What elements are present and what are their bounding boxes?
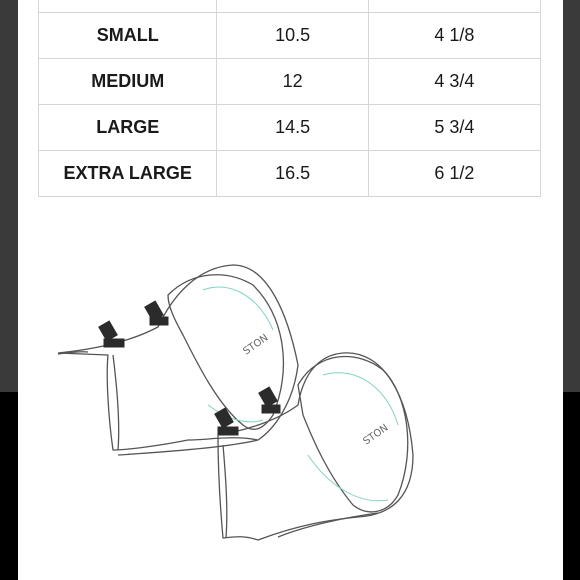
sole-brand-text: STON	[241, 332, 271, 358]
table-cell	[39, 0, 217, 13]
measurement-cell: 14.5	[217, 105, 368, 151]
table-row	[39, 59, 541, 105]
size-chart-table	[38, 0, 541, 197]
left-dark-panel	[0, 0, 18, 392]
back-bootie	[58, 265, 298, 455]
back-clip-right	[145, 301, 168, 325]
table-cell	[368, 0, 540, 13]
front-clip-right	[259, 387, 280, 413]
size-name-cell: SMALL	[39, 13, 217, 59]
size-name-cell: LARGE	[39, 105, 217, 151]
back-clip-left	[99, 321, 124, 347]
sole-brand-text: STON	[361, 422, 391, 448]
booties-illustration	[58, 255, 438, 555]
measurement-cell: 4 1/8	[368, 13, 540, 59]
front-bootie	[218, 353, 413, 540]
right-dark-panel	[563, 0, 580, 392]
table-row	[39, 13, 541, 59]
size-name-cell: EXTRA LARGE	[39, 151, 217, 197]
measurement-cell: 12	[217, 59, 368, 105]
measurement-cell: 4 3/4	[368, 59, 540, 105]
table-row	[39, 151, 541, 197]
measurement-cell: 10.5	[217, 13, 368, 59]
table-row-header-partial	[39, 0, 541, 13]
table-row	[39, 105, 541, 151]
measurement-cell: 5 3/4	[368, 105, 540, 151]
size-chart-card	[18, 0, 563, 580]
front-clip-left	[215, 408, 238, 435]
measurement-cell: 16.5	[217, 151, 368, 197]
size-name-cell: MEDIUM	[39, 59, 217, 105]
measurement-cell: 6 1/2	[368, 151, 540, 197]
table-cell	[217, 0, 368, 13]
